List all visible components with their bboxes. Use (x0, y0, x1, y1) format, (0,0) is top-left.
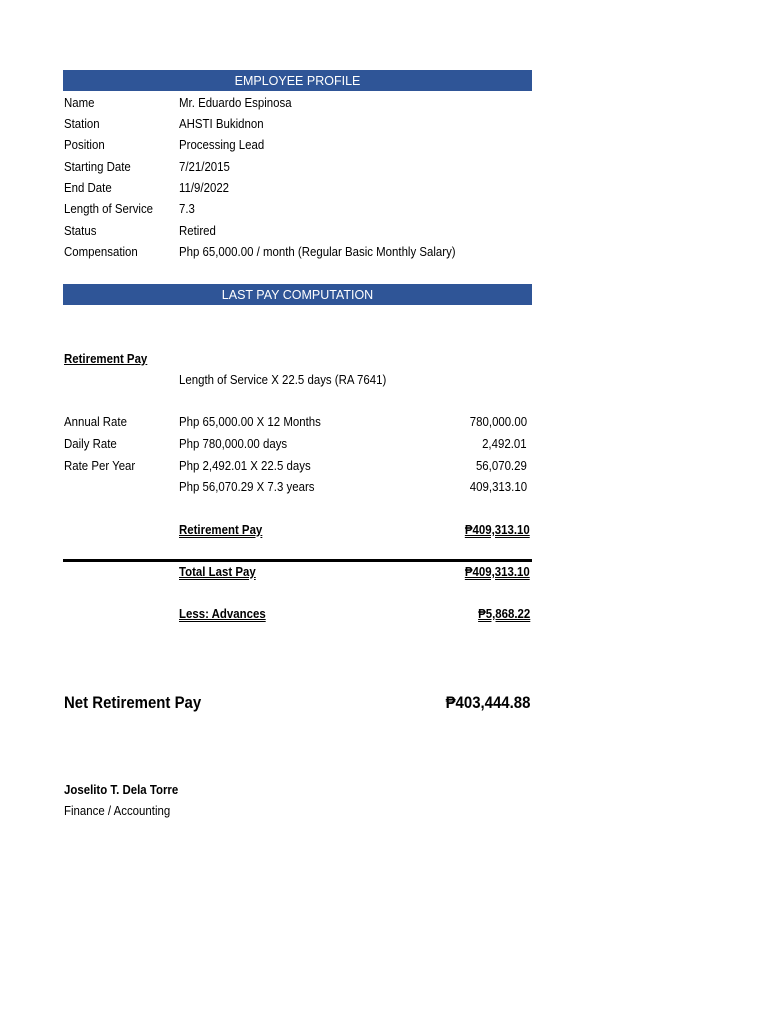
employee-profile-header: EMPLOYEE PROFILE (63, 70, 532, 91)
profile-label-status: Status (64, 223, 97, 238)
signatory-title: Finance / Accounting (64, 803, 171, 818)
line-amount-rate-per-year: 56,070.29 (476, 458, 527, 473)
line-desc-daily-rate: Php 780,000.00 days (179, 436, 288, 451)
profile-value-compensation: Php 65,000.00 / month (Regular Basic Monthly Salary) (179, 244, 456, 259)
line-desc-annual-rate: Php 65,000.00 X 12 Months (179, 414, 321, 429)
profile-label-length-of-service: Length of Service (64, 201, 154, 216)
retirement-formula: Length of Service X 22.5 days (RA 7641) (179, 372, 387, 387)
profile-value-position: Processing Lead (179, 137, 265, 152)
profile-value-station: AHSTI Bukidnon (179, 116, 264, 131)
total-last-pay-label: Total Last Pay (179, 564, 256, 579)
profile-label-compensation: Compensation (64, 244, 138, 259)
profile-label-starting-date: Starting Date (64, 159, 131, 174)
profile-value-name: Mr. Eduardo Espinosa (179, 95, 292, 110)
retirement-pay-subtotal-amount: ₱409,313.10 (465, 522, 530, 537)
total-last-pay-amount: ₱409,313.10 (465, 564, 530, 579)
net-retirement-pay-amount: ₱403,444.88 (445, 693, 530, 712)
retirement-pay-subtotal-label: Retirement Pay (179, 522, 263, 537)
less-advances-label: Less: Advances (179, 606, 266, 621)
profile-value-length-of-service: 7.3 (179, 201, 195, 216)
profile-label-position: Position (64, 137, 105, 152)
total-divider (63, 559, 532, 562)
line-label-rate-per-year: Rate Per Year (64, 458, 136, 473)
last-pay-computation-header: LAST PAY COMPUTATION (63, 284, 532, 305)
less-advances-amount: ₱5,868.22 (477, 606, 530, 621)
profile-label-name: Name (64, 95, 95, 110)
profile-value-end-date: 11/9/2022 (179, 180, 230, 195)
retirement-pay-section-title: Retirement Pay (64, 351, 148, 366)
line-desc-rate-per-year: Php 2,492.01 X 22.5 days (179, 458, 311, 473)
line-amount-service-years: 409,313.10 (469, 479, 527, 494)
net-retirement-pay-label: Net Retirement Pay (64, 693, 202, 712)
profile-value-status: Retired (179, 223, 216, 238)
line-label-annual-rate: Annual Rate (64, 414, 127, 429)
profile-label-end-date: End Date (64, 180, 112, 195)
line-amount-annual-rate: 780,000.00 (469, 414, 527, 429)
signatory-name: Joselito T. Dela Torre (64, 782, 179, 797)
line-desc-service-years: Php 56,070.29 X 7.3 years (179, 479, 315, 494)
profile-value-starting-date: 7/21/2015 (179, 159, 230, 174)
profile-label-station: Station (64, 116, 100, 131)
line-amount-daily-rate: 2,492.01 (482, 436, 527, 451)
line-label-daily-rate: Daily Rate (64, 436, 117, 451)
